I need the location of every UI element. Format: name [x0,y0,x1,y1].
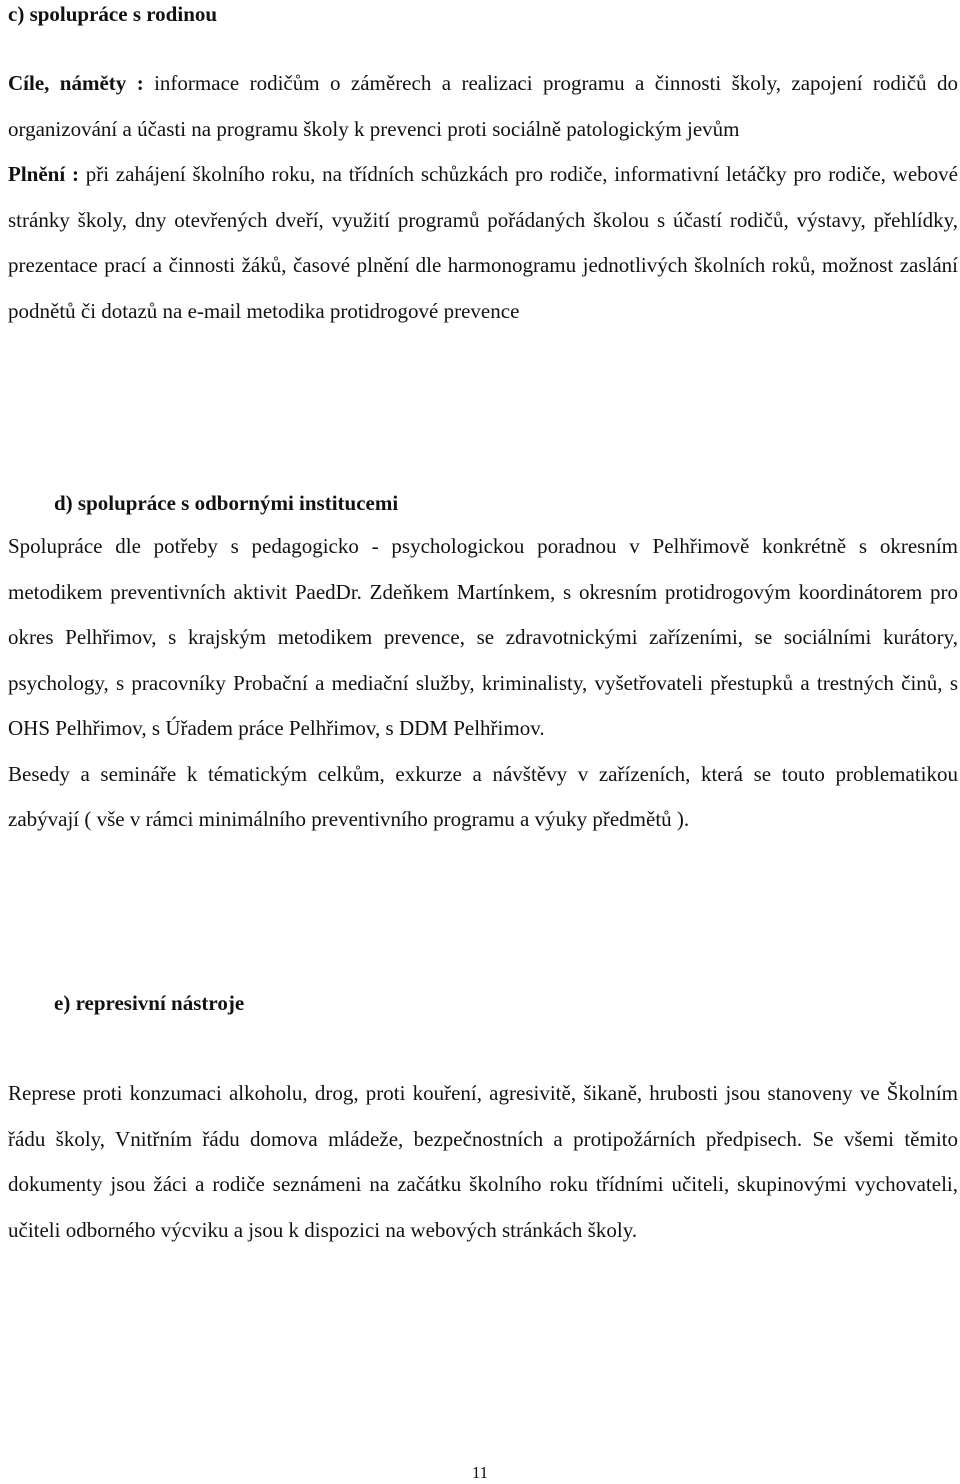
section-d-paragraph-2: Besedy a semináře k tématickým celkům, exkurze a návštěvy v zařízeních, která se touto problematikou zabývají ( vše v rámci minimálního preventivního programu a výuky předmětů ). [8,761,958,831]
fulfilment-text: při zahájení školního roku, na třídních schůzkách pro rodiče, informativní letáčky pro rodiče, webové stránky školy, dny otevřených dveří, využití programů pořádaných školou s účastí rodičů, výstavy, přehlídky, prezentace prací a činnosti žáků, časové plnění dle harmonogramu jednotlivých školních roků, možnost zaslání podnětů či dotazů na e-mail metodika protidrogové prevence [8,162,958,323]
section-e-heading: e) represivní nástroje [54,991,245,1015]
section-d-paragraph-1: Spolupráce dle potřeby s pedagogicko - psychologickou poradnou v Pelhřimově konkrétně s okresním metodikem preventivních aktivit PaedDr. Zdeňkem Martínkem, s okresním protidrogovým koordinátorem pro okres Pelhřimov, s krajským metodikem prevence, se zdravotnickými zařízeními, se sociálními kurátory, psychology, s pracovníky Probační a mediační služby, kriminalisty, vyšetřovateli přestupků a trestných činů, s OHS Pelhřimov, s Úřadem práce Pelhřimov, s DDM Pelhřimov. [8,534,958,740]
section-e-body [8,1071,958,1253]
section-d-body [8,524,958,843]
goals-label: Cíle, náměty : [8,71,144,95]
section-d-heading: d) spolupráce s odbornými institucemi [54,491,399,515]
page-number: 11 [471,1463,489,1482]
goals-text: informace rodičům o záměrech a realizaci programu a činnosti školy, zapojení rodičů do organizování a účasti na programu školy k prevenci proti sociálně patologickým jevům [8,71,958,141]
section-c-heading: c) spolupráce s rodinou [8,2,218,26]
section-c-body [8,61,958,334]
goals-paragraph [8,61,958,152]
fulfilment-label: Plnění : [8,162,79,186]
section-e-paragraph-1: Represe proti konzumaci alkoholu, drog, proti kouření, agresivitě, šikaně, hrubosti jsou stanoveny ve Školním řádu školy, Vnitřním řádu domova mládeže, bezpečnostních a protipožárních předpisech. Se všemi těmito dokumenty jsou žáci a rodiče seznámeni na začátku školního roku třídními učiteli, skupinovými vychovateli, učiteli odborného výcviku a jsou k dispozici na webových stránkách školy. [8,1081,958,1242]
fulfilment-paragraph [8,152,958,334]
